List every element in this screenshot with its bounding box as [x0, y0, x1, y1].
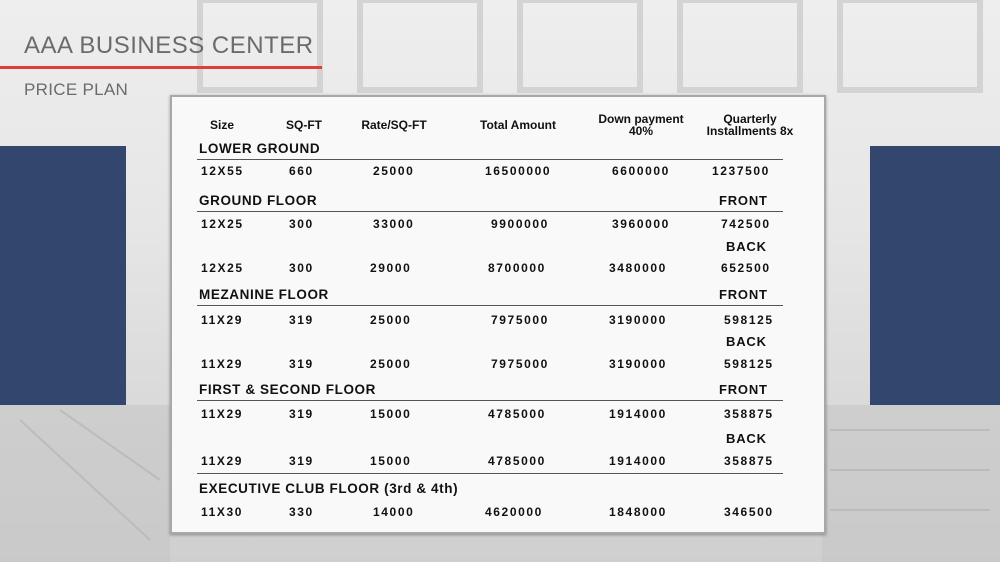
cell-quarterly: 358875: [724, 454, 774, 468]
page-subtitle: PRICE PLAN: [24, 80, 129, 99]
cell-total: 16500000: [485, 164, 552, 178]
back-label: BACK: [726, 334, 767, 349]
section-first-second-floor: FIRST & SECOND FLOOR: [199, 382, 376, 397]
section-divider: [197, 159, 783, 160]
left-accent-band: [0, 146, 126, 405]
cell-down: 6600000: [612, 164, 670, 178]
front-label: FRONT: [719, 382, 768, 397]
cell-size: 11X29: [201, 407, 244, 421]
back-label: BACK: [726, 431, 767, 446]
cell-rate: 25000: [373, 164, 415, 178]
cell-quarterly: 1237500: [712, 164, 770, 178]
back-label: BACK: [726, 239, 767, 254]
cell-down: 3480000: [609, 261, 667, 275]
cell-quarterly: 346500: [724, 505, 774, 519]
cell-total: 4620000: [485, 505, 543, 519]
cell-down: 3190000: [609, 357, 667, 371]
cell-rate: 25000: [370, 357, 412, 371]
cell-total: 4785000: [488, 454, 546, 468]
cell-rate: 29000: [370, 261, 412, 275]
price-table-panel: [170, 95, 826, 534]
cell-sqft: 319: [289, 454, 314, 468]
cell-size: 11X29: [201, 454, 244, 468]
section-divider: [197, 473, 783, 474]
cell-quarterly: 598125: [724, 313, 774, 327]
right-accent-band: [870, 146, 1000, 405]
title-underline: [0, 66, 322, 69]
header-rate: Rate/SQ-FT: [361, 118, 427, 132]
cell-down: 1914000: [609, 454, 667, 468]
cell-total: 7975000: [491, 357, 549, 371]
section-divider: [197, 400, 783, 401]
cell-size: 11X29: [201, 357, 244, 371]
page-title: AAA BUSINESS CENTER: [24, 32, 314, 59]
cell-sqft: 660: [289, 164, 314, 178]
front-label: FRONT: [719, 287, 768, 302]
cell-down: 3190000: [609, 313, 667, 327]
section-divider: [197, 305, 783, 306]
cell-size: 12X25: [201, 217, 244, 231]
cell-sqft: 300: [289, 217, 314, 231]
cell-rate: 15000: [370, 454, 412, 468]
cell-sqft: 330: [289, 505, 314, 519]
header-quarterly: Quarterly: [723, 112, 777, 126]
header-size: Size: [209, 118, 234, 132]
cell-rate: 15000: [370, 407, 412, 421]
cell-quarterly: 742500: [721, 217, 771, 231]
front-label: FRONT: [719, 193, 768, 208]
cell-down: 3960000: [612, 217, 670, 231]
header-down-percent: 40%: [628, 124, 654, 138]
cell-size: 12X55: [201, 164, 244, 178]
cell-size: 12X25: [201, 261, 244, 275]
cell-sqft: 319: [289, 407, 314, 421]
cell-rate: 14000: [373, 505, 415, 519]
cell-size: 11X29: [201, 313, 244, 327]
section-mezanine-floor: MEZANINE FLOOR: [199, 287, 329, 302]
header-down-payment: Down payment: [598, 112, 684, 126]
section-executive-club-floor: EXECUTIVE CLUB FLOOR (3rd & 4th): [199, 481, 459, 496]
cell-sqft: 319: [289, 313, 314, 327]
cell-rate: 33000: [373, 217, 415, 231]
cell-total: 8700000: [488, 261, 546, 275]
cell-total: 7975000: [491, 313, 549, 327]
cell-down: 1848000: [609, 505, 667, 519]
header-total: Total Amount: [480, 118, 556, 132]
cell-quarterly: 358875: [724, 407, 774, 421]
section-divider: [197, 211, 783, 212]
cell-sqft: 319: [289, 357, 314, 371]
cell-quarterly: 598125: [724, 357, 774, 371]
cell-quarterly: 652500: [721, 261, 771, 275]
cell-down: 1914000: [609, 407, 667, 421]
section-lower-ground: LOWER GROUND: [199, 141, 321, 156]
cell-size: 11X30: [201, 505, 244, 519]
header-sqft: SQ-FT: [286, 118, 322, 132]
cell-rate: 25000: [370, 313, 412, 327]
cell-total: 9900000: [491, 217, 549, 231]
cell-sqft: 300: [289, 261, 314, 275]
cell-total: 4785000: [488, 407, 546, 421]
section-ground-floor: GROUND FLOOR: [199, 193, 318, 208]
header-installments: Installments 8x: [706, 124, 794, 138]
